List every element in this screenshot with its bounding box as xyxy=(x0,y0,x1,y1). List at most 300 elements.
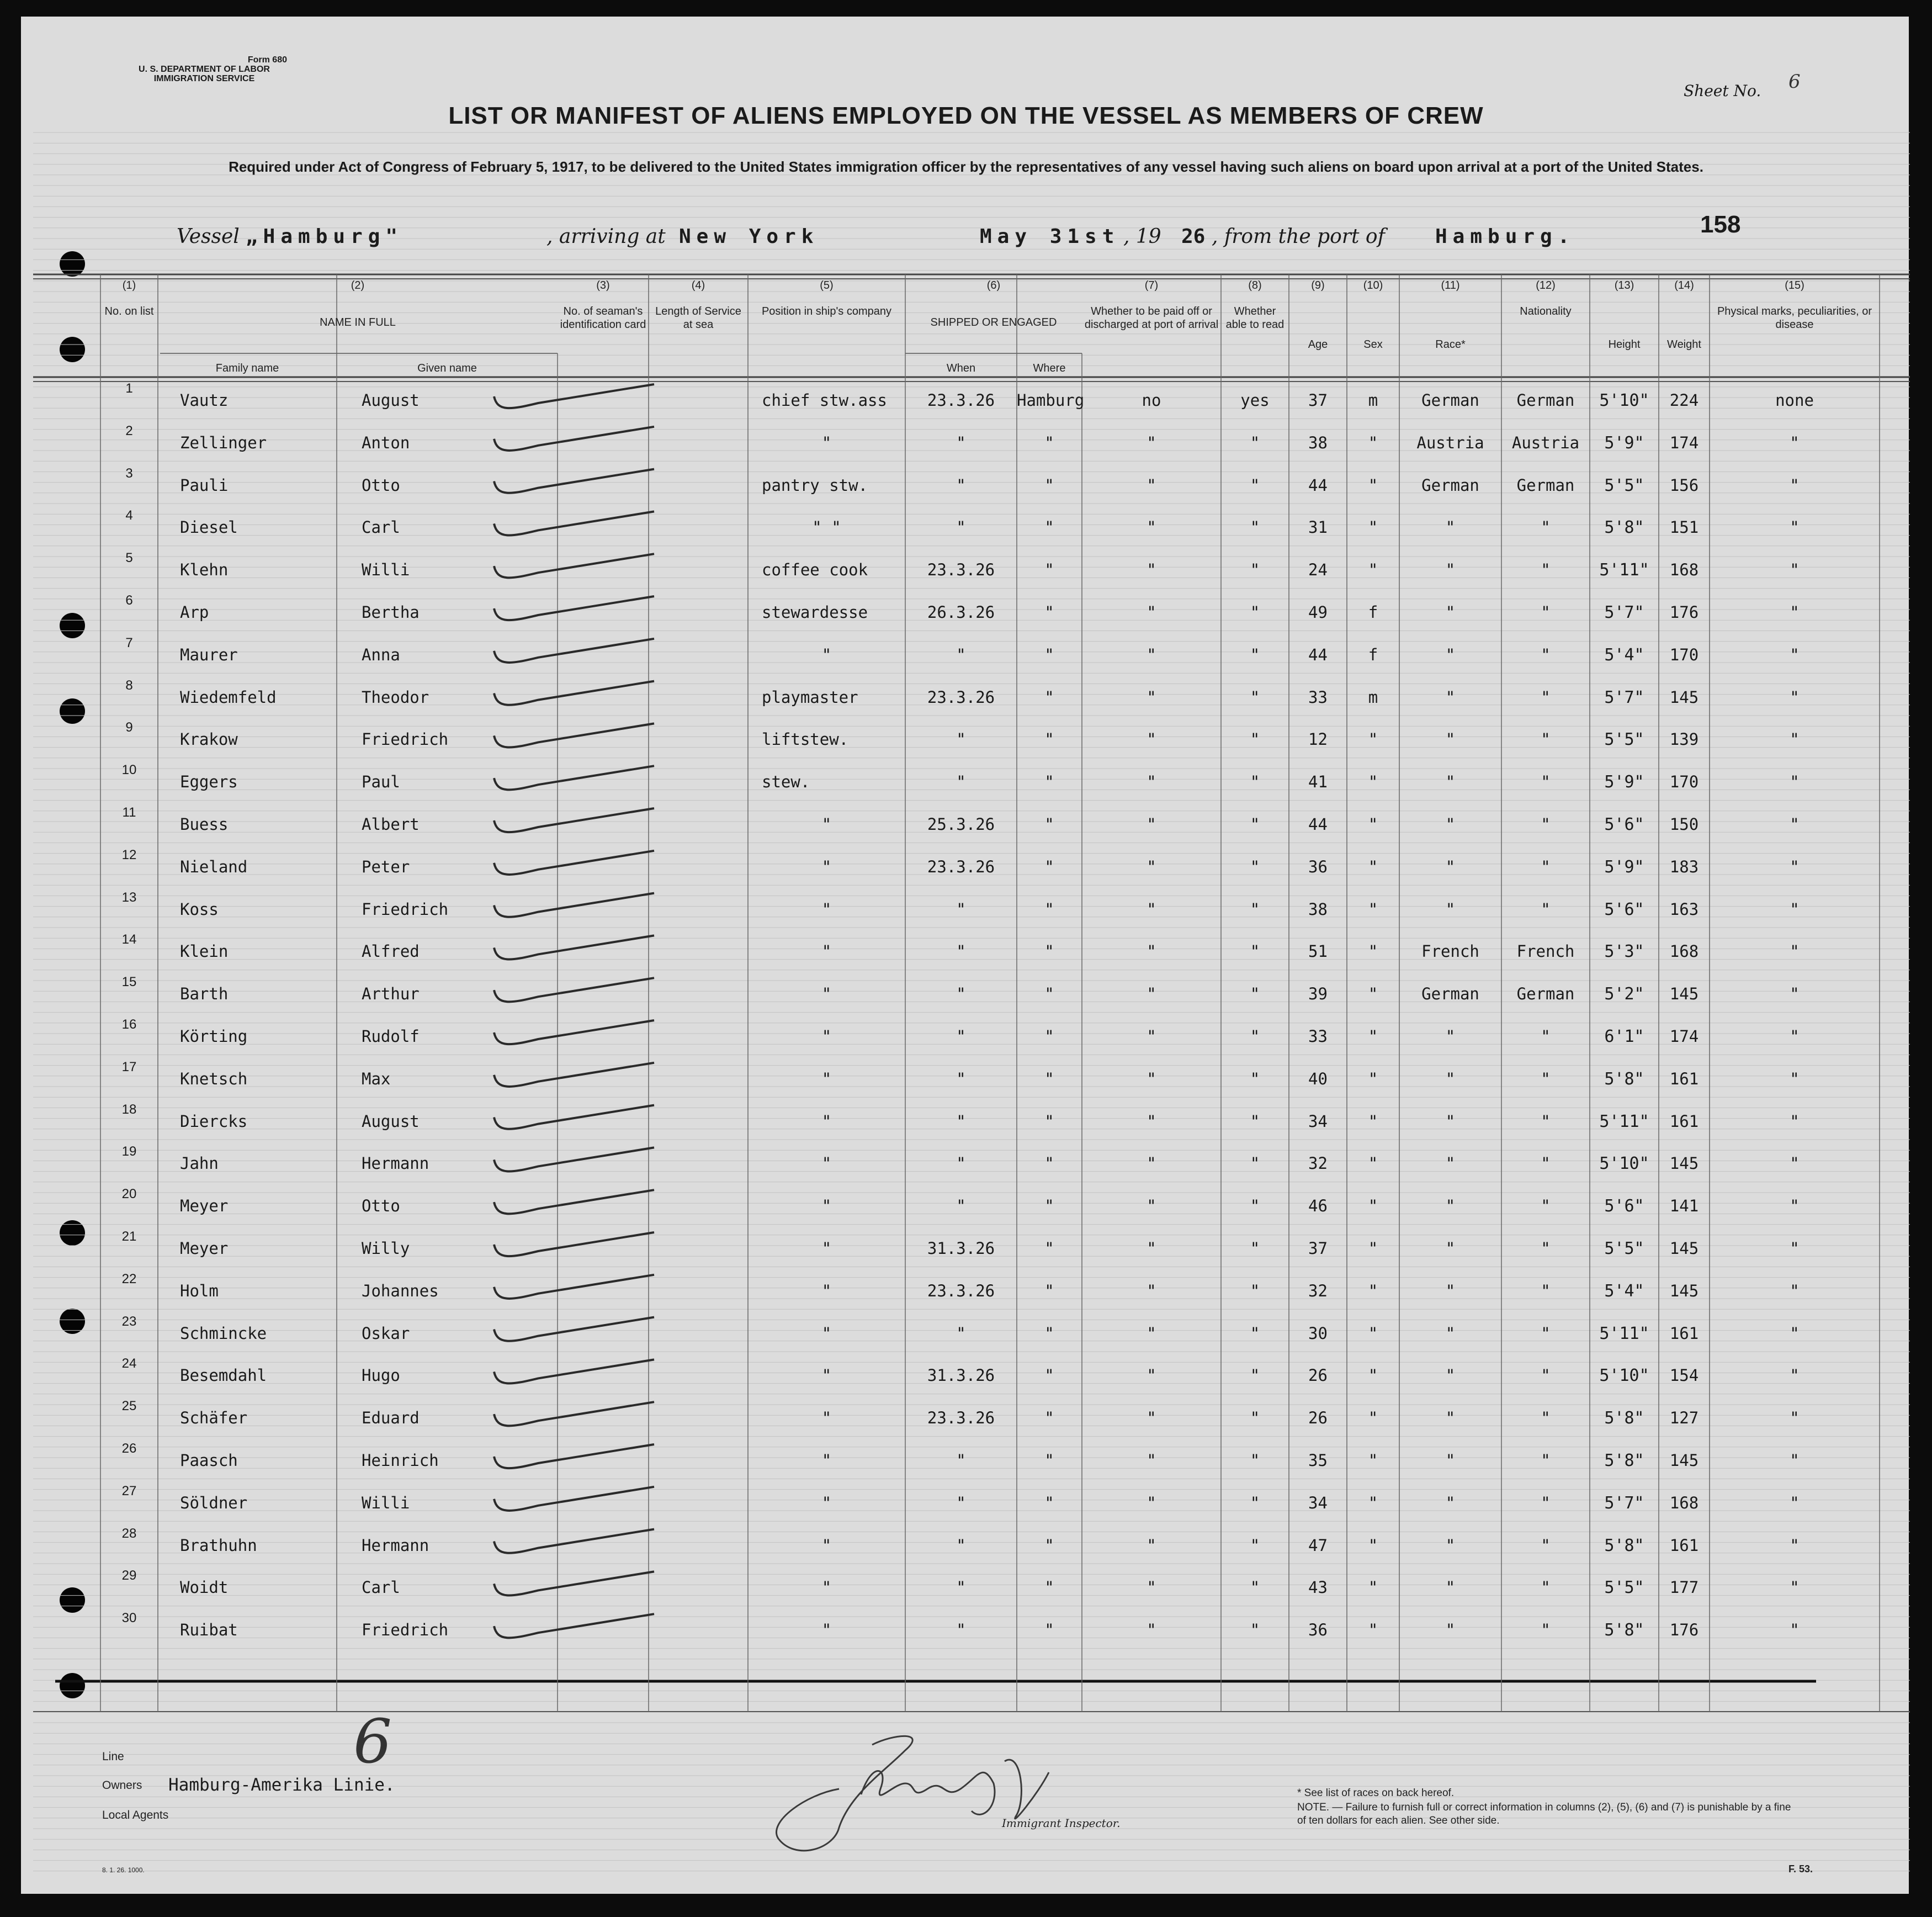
column-label: Whether able to read xyxy=(1225,305,1285,331)
cell-paid: " xyxy=(1147,1366,1156,1385)
cell-family: Klehn xyxy=(180,560,229,580)
column-number: (7) xyxy=(1144,279,1159,292)
column-number: (15) xyxy=(1785,279,1804,292)
cell-read: " xyxy=(1250,1451,1260,1470)
cell-paid: " xyxy=(1147,1069,1156,1088)
cell-race: " xyxy=(1445,857,1456,876)
cell-weight: 177 xyxy=(1669,1578,1699,1597)
cell-where: " xyxy=(1044,815,1054,834)
arriving-label: , arriving at xyxy=(546,225,666,248)
cell-position: " xyxy=(821,899,832,919)
cell-paid: " xyxy=(1147,1239,1156,1258)
cell-paid: " xyxy=(1147,1196,1156,1216)
cell-race: " xyxy=(1445,1323,1456,1343)
cell-family: Besemdahl xyxy=(180,1366,267,1385)
cell-position: " xyxy=(821,1578,832,1597)
cell-read: " xyxy=(1250,1621,1260,1640)
cell-read: " xyxy=(1250,687,1260,707)
cell-position: " xyxy=(821,1493,832,1512)
cell-sex: " xyxy=(1368,1323,1378,1343)
cell-age: 44 xyxy=(1308,475,1328,495)
cell-height: 5'11" xyxy=(1599,560,1649,580)
cell-marks: " xyxy=(1790,1366,1800,1385)
department-name: U. S. DEPARTMENT OF LABOR xyxy=(139,65,270,74)
cell-when: " xyxy=(956,1323,966,1343)
cell-read: " xyxy=(1250,1408,1260,1428)
cell-read: " xyxy=(1250,1535,1260,1555)
cell-sex: " xyxy=(1368,1493,1378,1512)
cell-race: " xyxy=(1445,687,1456,707)
cell-given: Friedrich xyxy=(362,1621,449,1640)
column-number: (14) xyxy=(1674,279,1694,292)
line-label: Line xyxy=(102,1750,124,1763)
cell-read: " xyxy=(1250,1281,1260,1300)
cell-position: " xyxy=(821,1621,832,1640)
cell-position: liftstew. xyxy=(762,730,849,749)
cell-sex: " xyxy=(1368,518,1378,537)
year-prefix: , 19 xyxy=(1123,225,1161,248)
cell-paid: " xyxy=(1147,1578,1156,1597)
vessel-label: Vessel xyxy=(177,225,240,248)
cell-where: " xyxy=(1044,603,1054,622)
cell-no: 29 xyxy=(121,1568,137,1584)
form-number: Form 680 xyxy=(247,55,287,65)
cell-nationality: " xyxy=(1541,1069,1551,1088)
cell-sex: " xyxy=(1368,433,1378,452)
cell-given: Willy xyxy=(362,1239,410,1258)
cell-when: " xyxy=(956,730,966,749)
cell-race: " xyxy=(1445,603,1456,622)
cell-sex: " xyxy=(1368,1621,1378,1640)
cell-marks: " xyxy=(1790,899,1800,919)
cell-given: Hermann xyxy=(362,1154,429,1173)
cell-where: " xyxy=(1044,1621,1054,1640)
cell-where: " xyxy=(1044,942,1054,961)
cell-weight: 150 xyxy=(1669,815,1699,834)
page-subtitle: Required under Act of Congress of February 5, 1917, to be delivered to the United States immigration officer by the representatives of any vessel having such aliens on board upon arrival at a port of the United States. xyxy=(229,158,1703,175)
cell-no: 3 xyxy=(125,465,133,481)
cell-when: " xyxy=(956,1154,966,1173)
cell-nationality: " xyxy=(1541,899,1551,919)
cell-sex: " xyxy=(1368,857,1378,876)
cell-no: 11 xyxy=(122,805,136,820)
cell-nationality: " xyxy=(1541,687,1551,707)
cell-marks: " xyxy=(1790,942,1800,961)
cell-height: 5'6" xyxy=(1604,815,1644,834)
cell-family: Klein xyxy=(180,942,229,961)
cell-nationality: " xyxy=(1541,730,1551,749)
cell-position: " xyxy=(821,645,832,664)
cell-height: 5'11" xyxy=(1599,1323,1649,1343)
cell-given: Heinrich xyxy=(362,1451,439,1470)
cell-nationality: " xyxy=(1541,1281,1551,1300)
cell-where: " xyxy=(1044,1578,1054,1597)
cell-when: 23.3.26 xyxy=(927,1408,995,1428)
column-label: Height xyxy=(1608,338,1641,351)
cell-when: " xyxy=(956,475,966,495)
cell-weight: 139 xyxy=(1669,730,1699,749)
cell-read: " xyxy=(1250,475,1260,495)
cell-read: " xyxy=(1250,1111,1260,1131)
local-agents-label: Local Agents xyxy=(102,1809,169,1821)
cell-given: Carl xyxy=(362,518,400,537)
cell-where: " xyxy=(1044,1535,1054,1555)
cell-race: " xyxy=(1445,645,1456,664)
cell-given: Oskar xyxy=(362,1323,410,1343)
cell-height: 5'9" xyxy=(1604,772,1644,792)
cell-sex: " xyxy=(1368,815,1378,834)
cell-given: Peter xyxy=(362,857,410,876)
cell-sex: " xyxy=(1368,1196,1378,1216)
cell-family: Barth xyxy=(180,984,229,1004)
column-label: Sex xyxy=(1363,338,1383,351)
cell-no: 2 xyxy=(125,423,133,438)
column-sublabel: Where xyxy=(1033,362,1066,374)
cell-marks: none xyxy=(1775,391,1814,410)
cell-sex: " xyxy=(1368,1408,1378,1428)
cell-position: " xyxy=(821,984,832,1004)
cell-weight: 176 xyxy=(1669,1621,1699,1640)
cell-family: Meyer xyxy=(180,1196,229,1216)
cell-where: " xyxy=(1044,475,1054,495)
cell-paid: " xyxy=(1147,560,1156,580)
cell-position: " xyxy=(821,815,832,834)
cell-height: 5'11" xyxy=(1599,1111,1649,1131)
cell-paid: " xyxy=(1147,645,1156,664)
cell-read: " xyxy=(1250,815,1260,834)
cell-sex: " xyxy=(1368,772,1378,792)
cell-weight: 145 xyxy=(1669,1239,1699,1258)
cell-where: " xyxy=(1044,518,1054,537)
cell-when: 23.3.26 xyxy=(927,1281,995,1300)
cell-marks: " xyxy=(1790,475,1800,495)
cell-marks: " xyxy=(1790,645,1800,664)
cell-when: " xyxy=(956,942,966,961)
cell-height: 5'5" xyxy=(1604,475,1644,495)
cell-weight: 170 xyxy=(1669,645,1699,664)
cell-family: Vautz xyxy=(180,391,229,410)
cell-nationality: " xyxy=(1541,1027,1551,1046)
cell-family: Buess xyxy=(180,815,229,834)
cell-given: Theodor xyxy=(362,687,429,707)
cell-where: Hamburg xyxy=(1017,391,1085,410)
cell-read: " xyxy=(1250,1366,1260,1385)
cell-nationality: Austria xyxy=(1511,433,1580,452)
column-label: Whether to be paid off or discharged at port of arrival xyxy=(1084,305,1219,331)
cell-height: 5'6" xyxy=(1604,899,1644,919)
cell-nationality: " xyxy=(1541,1196,1551,1216)
cell-age: 46 xyxy=(1308,1196,1328,1216)
cell-sex: " xyxy=(1368,1281,1378,1300)
cell-marks: " xyxy=(1790,730,1800,749)
cell-given: Max xyxy=(362,1069,391,1088)
cell-marks: " xyxy=(1790,1027,1800,1046)
cell-given: Willi xyxy=(362,1493,410,1512)
cell-weight: 156 xyxy=(1669,475,1699,495)
cell-where: " xyxy=(1044,899,1054,919)
cell-nationality: " xyxy=(1541,1451,1551,1470)
cell-marks: " xyxy=(1790,1408,1800,1428)
cell-race: " xyxy=(1445,1154,1456,1173)
cell-where: " xyxy=(1044,730,1054,749)
cell-paid: " xyxy=(1147,1323,1156,1343)
cell-nationality: " xyxy=(1541,1111,1551,1131)
cell-read: " xyxy=(1250,433,1260,452)
cell-nationality: " xyxy=(1541,1154,1551,1173)
vessel-name: „Hamburg" xyxy=(246,225,404,248)
cell-paid: " xyxy=(1147,518,1156,537)
cell-height: 5'8" xyxy=(1604,1069,1644,1089)
cell-sex: " xyxy=(1368,899,1378,919)
cell-nationality: " xyxy=(1541,1493,1551,1512)
cell-weight: 161 xyxy=(1669,1323,1699,1343)
column-sublabel: Given name xyxy=(417,362,477,374)
cell-race: French xyxy=(1421,942,1479,961)
cell-no: 1 xyxy=(125,381,133,396)
cell-paid: " xyxy=(1147,1621,1156,1640)
cell-nationality: " xyxy=(1541,1239,1551,1258)
cell-marks: " xyxy=(1790,1154,1800,1173)
cell-marks: " xyxy=(1790,1535,1800,1555)
cell-no: 24 xyxy=(121,1356,137,1371)
cell-age: 34 xyxy=(1308,1493,1328,1512)
cell-when: " xyxy=(956,1493,966,1512)
cell-race: " xyxy=(1445,1408,1456,1428)
cell-race: " xyxy=(1445,772,1456,792)
cell-position: " xyxy=(821,1196,832,1216)
cell-when: 25.3.26 xyxy=(927,815,995,834)
cell-height: 5'10" xyxy=(1599,391,1649,410)
cell-nationality: " xyxy=(1541,1535,1551,1555)
cell-height: 5'8" xyxy=(1604,1621,1644,1640)
form-code: F. 53. xyxy=(1788,1863,1813,1874)
cell-race: " xyxy=(1445,560,1456,580)
cell-marks: " xyxy=(1790,772,1800,792)
cell-given: Friedrich xyxy=(362,730,449,749)
cell-no: 17 xyxy=(121,1059,137,1074)
cell-when: " xyxy=(956,899,966,919)
cell-family: Meyer xyxy=(180,1239,229,1258)
cell-read: " xyxy=(1250,1493,1260,1512)
cell-marks: " xyxy=(1790,1621,1800,1640)
cell-nationality: " xyxy=(1541,560,1551,580)
cell-weight: 168 xyxy=(1669,942,1699,961)
cell-paid: " xyxy=(1147,1408,1156,1428)
cell-paid: " xyxy=(1147,857,1156,876)
cell-race: " xyxy=(1445,1621,1456,1640)
cell-age: 24 xyxy=(1308,560,1328,580)
cell-where: " xyxy=(1044,772,1054,792)
cell-race: " xyxy=(1445,1239,1456,1258)
cell-given: Paul xyxy=(362,772,400,792)
cell-no: 20 xyxy=(121,1187,137,1202)
cell-position: chief stw.ass xyxy=(762,391,887,410)
cell-race: " xyxy=(1445,1111,1456,1131)
cell-paid: " xyxy=(1147,772,1156,792)
cell-height: 5'7" xyxy=(1604,1493,1644,1513)
arrival-year: 26 xyxy=(1181,225,1206,248)
cell-position: " xyxy=(821,1366,832,1385)
cell-paid: " xyxy=(1147,899,1156,919)
cell-weight: 170 xyxy=(1669,772,1699,792)
cell-height: 5'4" xyxy=(1604,645,1644,665)
column-number: (4) xyxy=(691,279,705,292)
cell-race: " xyxy=(1445,1451,1456,1470)
cell-nationality: German xyxy=(1516,391,1575,410)
cell-nationality: " xyxy=(1541,1621,1551,1640)
cell-height: 5'9" xyxy=(1604,857,1644,877)
cell-position: " xyxy=(821,1408,832,1428)
cell-age: 40 xyxy=(1308,1069,1328,1088)
column-label: No. on list xyxy=(104,305,154,317)
cell-paid: " xyxy=(1147,942,1156,961)
cell-height: 5'8" xyxy=(1604,1451,1644,1470)
column-number: (9) xyxy=(1311,279,1325,292)
cell-nationality: " xyxy=(1541,1323,1551,1343)
form-header xyxy=(88,55,320,83)
cell-given: Johannes xyxy=(362,1281,439,1300)
cell-age: 41 xyxy=(1308,772,1328,792)
cell-where: " xyxy=(1044,1366,1054,1385)
cell-marks: " xyxy=(1790,1281,1800,1300)
cell-marks: " xyxy=(1790,433,1800,452)
cell-read: yes xyxy=(1240,391,1270,410)
cell-sex: " xyxy=(1368,475,1378,495)
cell-weight: 154 xyxy=(1669,1366,1699,1385)
cell-weight: 145 xyxy=(1669,984,1699,1004)
cell-position: playmaster xyxy=(762,687,858,707)
cell-family: Schmincke xyxy=(180,1323,267,1343)
cell-height: 5'8" xyxy=(1604,1535,1644,1555)
cell-age: 49 xyxy=(1308,603,1328,622)
cell-marks: " xyxy=(1790,1323,1800,1343)
cell-sex: " xyxy=(1368,1239,1378,1258)
cell-family: Diesel xyxy=(180,518,238,537)
cell-when: " xyxy=(956,1578,966,1597)
cell-no: 30 xyxy=(121,1611,137,1626)
cell-read: " xyxy=(1250,603,1260,622)
cell-read: " xyxy=(1250,1154,1260,1173)
cell-age: 33 xyxy=(1308,1027,1328,1046)
cell-read: " xyxy=(1250,1196,1260,1216)
cell-read: " xyxy=(1250,730,1260,749)
cell-where: " xyxy=(1044,857,1054,876)
cell-read: " xyxy=(1250,984,1260,1004)
cell-height: 5'7" xyxy=(1604,603,1644,622)
cell-sex: " xyxy=(1368,560,1378,580)
inspector-label: Immigrant Inspector. xyxy=(1002,1817,1121,1830)
cell-race: " xyxy=(1445,1281,1456,1300)
cell-age: 30 xyxy=(1308,1323,1328,1343)
cell-read: " xyxy=(1250,1027,1260,1046)
cell-paid: " xyxy=(1147,1154,1156,1173)
cell-no: 25 xyxy=(121,1399,137,1414)
cell-age: 38 xyxy=(1308,899,1328,919)
cell-age: 32 xyxy=(1308,1154,1328,1173)
cell-race: " xyxy=(1445,1535,1456,1555)
cell-paid: " xyxy=(1147,1111,1156,1131)
cell-no: 22 xyxy=(121,1271,137,1286)
cell-when: " xyxy=(956,433,966,452)
cell-age: 33 xyxy=(1308,687,1328,707)
cell-sex: " xyxy=(1368,730,1378,749)
cell-sex: " xyxy=(1368,1366,1378,1385)
cell-position: " xyxy=(821,1535,832,1555)
cell-weight: 174 xyxy=(1669,1027,1699,1046)
cell-where: " xyxy=(1044,687,1054,707)
cell-given: Eduard xyxy=(362,1408,420,1428)
cell-family: Paasch xyxy=(180,1451,238,1470)
cell-age: 39 xyxy=(1308,984,1328,1004)
cell-position: " xyxy=(821,1111,832,1131)
cell-sex: " xyxy=(1368,1154,1378,1173)
cell-position: " xyxy=(821,1027,832,1046)
cell-where: " xyxy=(1044,1196,1054,1216)
cell-no: 28 xyxy=(121,1526,137,1541)
cell-age: 38 xyxy=(1308,433,1328,452)
cell-read: " xyxy=(1250,1069,1260,1088)
cell-age: 31 xyxy=(1308,518,1328,537)
cell-when: 31.3.26 xyxy=(927,1239,995,1258)
cell-paid: " xyxy=(1147,1535,1156,1555)
cell-position: pantry stw. xyxy=(762,475,868,495)
cell-marks: " xyxy=(1790,1493,1800,1512)
cell-race: " xyxy=(1445,518,1456,537)
cell-race: German xyxy=(1421,475,1479,495)
cell-family: Pauli xyxy=(180,475,229,495)
cell-family: Maurer xyxy=(180,645,238,664)
column-number: (12) xyxy=(1536,279,1556,292)
cell-when: " xyxy=(956,1621,966,1640)
cell-weight: 141 xyxy=(1669,1196,1699,1216)
cell-height: 5'2" xyxy=(1604,984,1644,1004)
cell-height: 5'8" xyxy=(1604,1408,1644,1428)
cell-race: " xyxy=(1445,730,1456,749)
cell-where: " xyxy=(1044,1323,1054,1343)
cell-paid: no xyxy=(1142,391,1161,410)
cell-weight: 161 xyxy=(1669,1535,1699,1555)
cell-no: 12 xyxy=(121,847,137,862)
cell-paid: " xyxy=(1147,433,1156,452)
cell-where: " xyxy=(1044,1154,1054,1173)
cell-age: 47 xyxy=(1308,1535,1328,1555)
cell-height: 6'1" xyxy=(1604,1027,1644,1046)
cell-nationality: " xyxy=(1541,645,1551,664)
cell-where: " xyxy=(1044,1069,1054,1088)
cell-weight: 145 xyxy=(1669,1281,1699,1300)
cell-family: Holm xyxy=(180,1281,219,1300)
cell-age: 34 xyxy=(1308,1111,1328,1131)
column-sublabel: When xyxy=(946,362,976,374)
inspector-signature xyxy=(762,1728,1104,1872)
cell-paid: " xyxy=(1147,1281,1156,1300)
cell-paid: " xyxy=(1147,1027,1156,1046)
cell-race: German xyxy=(1421,984,1479,1004)
cell-height: 5'8" xyxy=(1604,518,1644,538)
cell-family: Diercks xyxy=(180,1111,248,1131)
cell-no: 15 xyxy=(121,975,137,990)
cell-marks: " xyxy=(1790,518,1800,537)
cell-no: 21 xyxy=(121,1229,137,1244)
column-label: Age xyxy=(1308,338,1328,351)
cell-given: Friedrich xyxy=(362,899,449,919)
cell-where: " xyxy=(1044,984,1054,1004)
cell-when: 23.3.26 xyxy=(927,687,995,707)
cell-no: 10 xyxy=(121,762,137,778)
cell-family: Wiedemfeld xyxy=(180,687,277,707)
cell-sex: " xyxy=(1368,1578,1378,1597)
cell-read: " xyxy=(1250,899,1260,919)
